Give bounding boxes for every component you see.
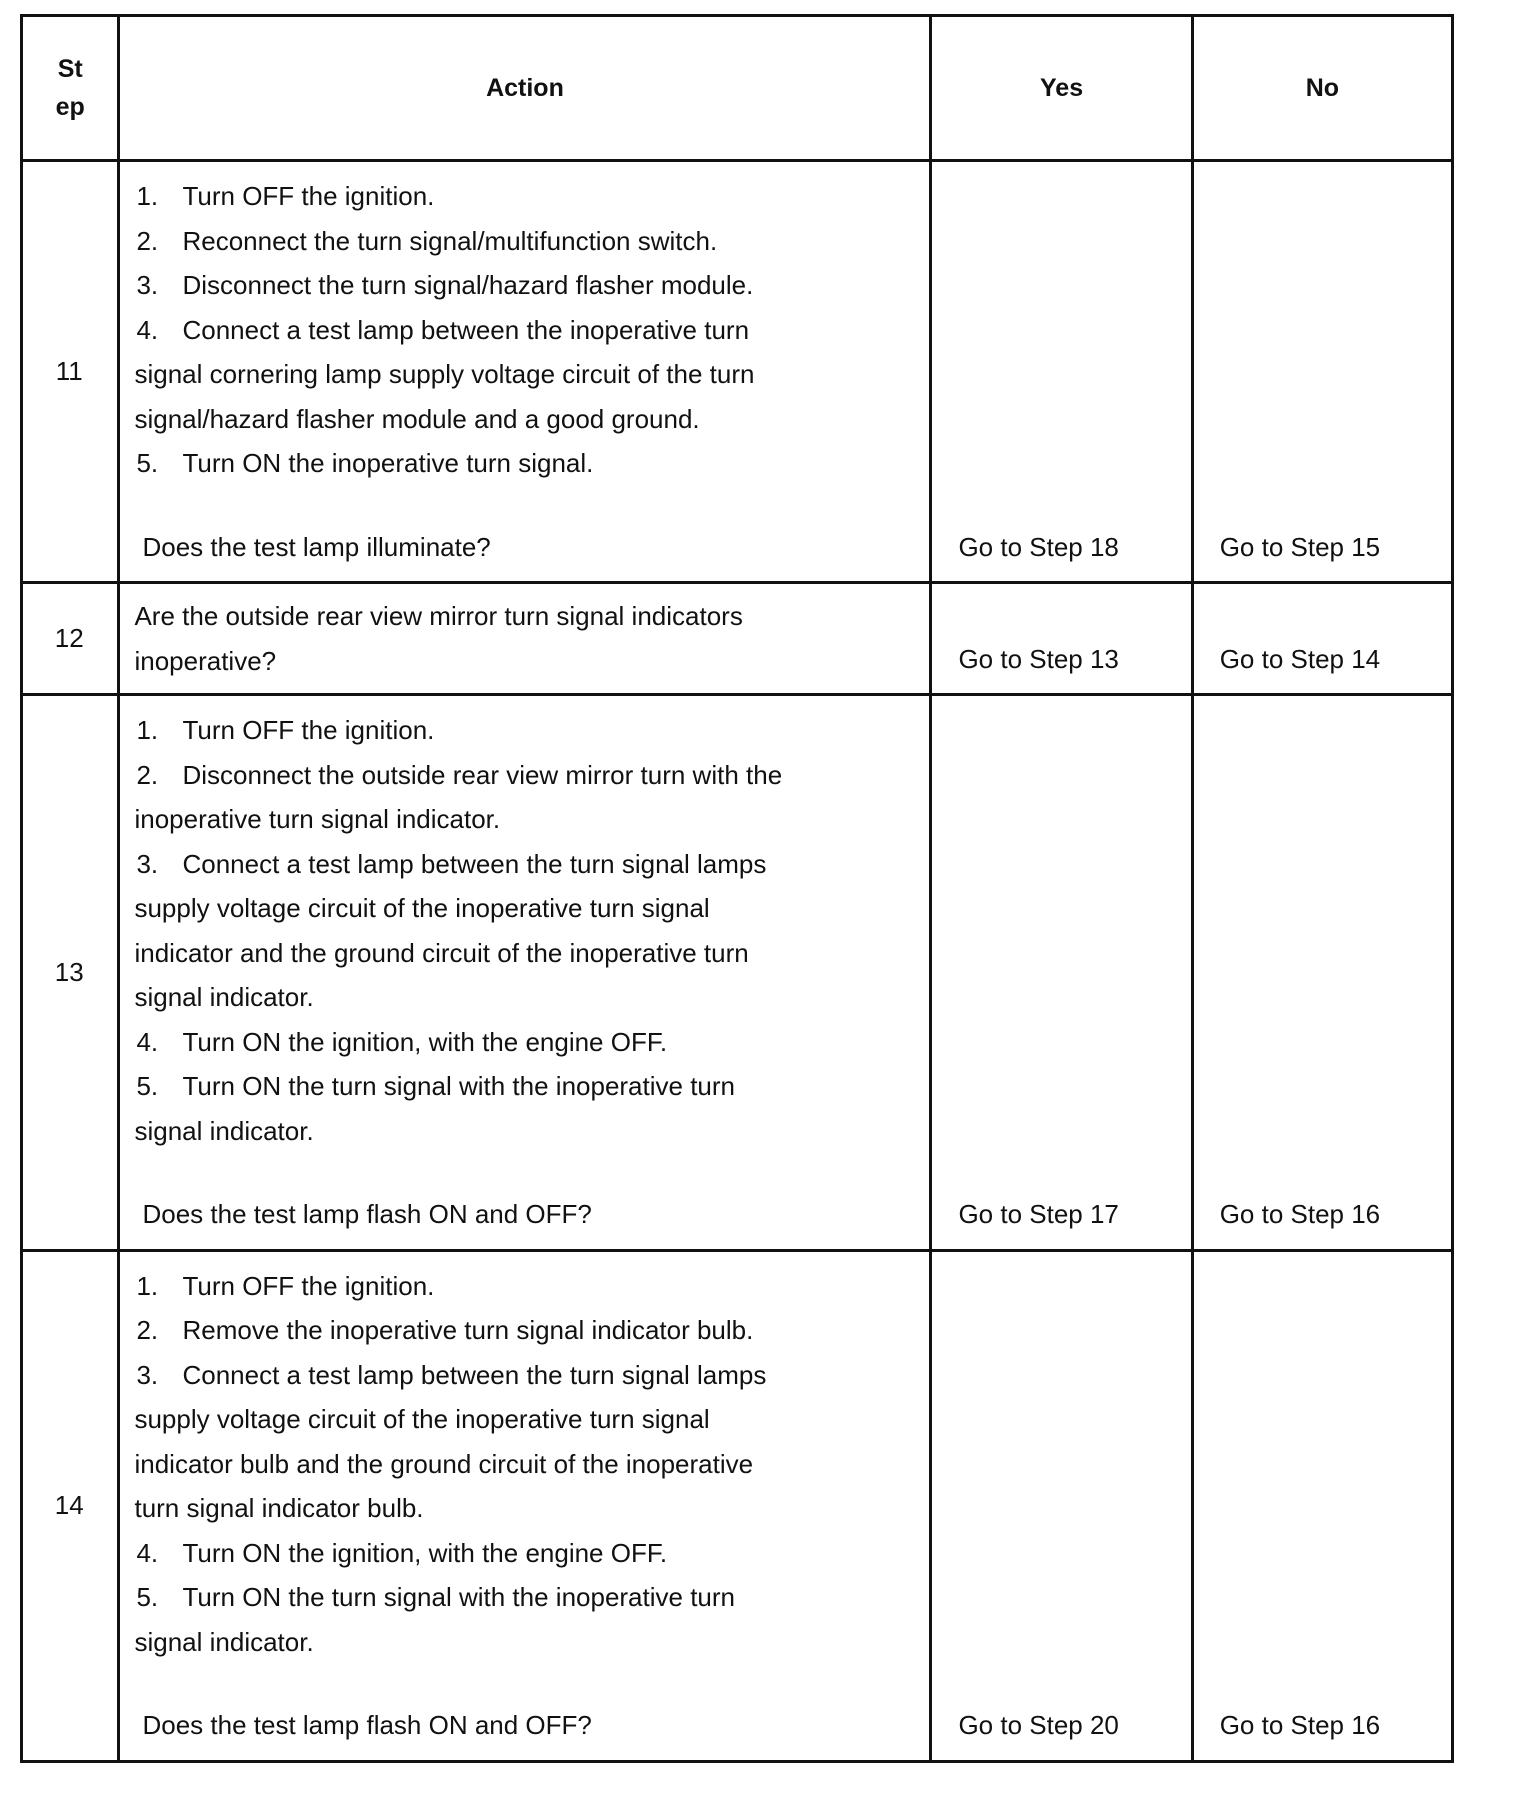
- diagnostic-table: [20, 14, 1454, 1763]
- action-steps: [134, 174, 921, 486]
- action-line-number: 5.: [136, 1071, 159, 1101]
- header-no: No: [1192, 16, 1452, 161]
- action-cell: [119, 695, 931, 1251]
- action-line: [134, 263, 921, 308]
- action-steps: [134, 594, 921, 683]
- action-line: [134, 397, 921, 442]
- action-line: [134, 1531, 921, 1576]
- action-line-text: Turn OFF the ignition.: [182, 715, 435, 745]
- action-cell: [119, 161, 931, 583]
- action-line: [134, 797, 921, 842]
- action-line: [134, 219, 921, 264]
- action-line-text: Are the outside rear view mirror turn signal indicators: [134, 601, 743, 631]
- yes-result: Go to Step 20: [931, 1250, 1192, 1761]
- action-line-number: 4.: [136, 1537, 159, 1568]
- action-line-text: inoperative turn signal indicator.: [134, 804, 501, 834]
- action-line: [134, 594, 921, 639]
- header-yes: Yes: [931, 16, 1192, 161]
- action-line: [134, 753, 921, 798]
- header-step-line1: St: [57, 55, 83, 83]
- action-line-text: Reconnect the turn signal/multifunction switch.: [182, 225, 718, 256]
- action-line-number: 4.: [136, 314, 159, 345]
- action-line-text: signal/hazard flasher module and a good ground.: [134, 403, 700, 434]
- action-line: [134, 975, 921, 1020]
- action-question: Does the test lamp flash ON and OFF?: [142, 1710, 592, 1740]
- action-line-number: 1.: [136, 1270, 159, 1301]
- action-line: [134, 886, 921, 931]
- action-line-text: Connect a test lamp between the inoperative turn: [182, 314, 750, 345]
- action-line-text: Turn ON the ignition, with the engine OFF.: [182, 1026, 668, 1057]
- header-step: [22, 16, 119, 161]
- table-body: [22, 161, 1453, 1762]
- action-line: [134, 441, 921, 486]
- action-line-number: 3.: [136, 1359, 159, 1390]
- action-line-text: Remove the inoperative turn signal indicator bulb.: [182, 1315, 754, 1345]
- action-line-text: turn signal indicator bulb.: [134, 1493, 424, 1523]
- yes-result: Go to Step 13: [931, 583, 1192, 695]
- yes-result: Go to Step 18: [931, 161, 1192, 583]
- action-line: [134, 1109, 921, 1154]
- no-result: Go to Step 14: [1192, 583, 1452, 695]
- action-line-text: Turn ON the ignition, with the engine OFF.: [182, 1537, 668, 1568]
- action-steps: [134, 1264, 921, 1665]
- table-row: [22, 161, 1453, 583]
- no-result: Go to Step 16: [1192, 1250, 1452, 1761]
- action-line-text: Disconnect the outside rear view mirror turn with the: [182, 759, 783, 790]
- action-cell: [119, 1250, 931, 1761]
- action-line: [134, 1353, 921, 1398]
- header-row: [22, 16, 1453, 161]
- action-line-number: 5.: [136, 1582, 159, 1612]
- action-line-number: 5.: [136, 448, 159, 478]
- step-number: 13: [22, 695, 119, 1251]
- no-result: Go to Step 16: [1192, 695, 1452, 1251]
- action-line: [134, 931, 921, 976]
- table-row: [22, 583, 1453, 695]
- action-line-number: 2.: [136, 759, 159, 790]
- action-line-number: 1.: [136, 181, 159, 211]
- action-line: [134, 352, 921, 397]
- action-line-number: 2.: [136, 1315, 159, 1345]
- action-steps: [134, 708, 921, 1153]
- action-line-text: signal indicator.: [134, 1115, 314, 1146]
- action-line-text: signal indicator.: [134, 982, 314, 1012]
- step-number: 11: [22, 161, 119, 583]
- diagnostic-table-container: [20, 14, 1454, 1763]
- action-line-number: 4.: [136, 1026, 159, 1057]
- action-line-text: Connect a test lamp between the turn signal lamps: [182, 1359, 767, 1390]
- table-row: [22, 1250, 1453, 1761]
- action-line: [134, 1397, 921, 1442]
- step-number: 12: [22, 583, 119, 695]
- action-line-number: 1.: [136, 715, 159, 745]
- no-result: Go to Step 15: [1192, 161, 1452, 583]
- action-line: [134, 308, 921, 353]
- action-question: Does the test lamp flash ON and OFF?: [142, 1199, 592, 1229]
- action-line-number: 3.: [136, 848, 159, 879]
- action-line-text: Turn ON the turn signal with the inoperative turn: [182, 1071, 736, 1101]
- action-line-number: 3.: [136, 270, 159, 300]
- action-line: [134, 1486, 921, 1531]
- action-line: [134, 1308, 921, 1353]
- action-line-text: Turn OFF the ignition.: [182, 181, 435, 211]
- header-action: Action: [119, 16, 931, 161]
- action-line: [134, 1064, 921, 1109]
- action-line: [134, 708, 921, 753]
- header-step-line2: ep: [55, 93, 85, 121]
- action-line-text: inoperative?: [134, 645, 277, 676]
- action-line: [134, 1575, 921, 1620]
- action-cell: [119, 583, 931, 695]
- action-line-text: signal indicator.: [134, 1626, 314, 1657]
- action-line: [134, 1442, 921, 1487]
- action-line: [134, 1020, 921, 1065]
- action-line-text: Turn OFF the ignition.: [182, 1270, 435, 1301]
- action-line-text: supply voltage circuit of the inoperative turn signal: [134, 1404, 710, 1434]
- action-line: [134, 174, 921, 219]
- action-line: [134, 842, 921, 887]
- action-question: Does the test lamp illuminate?: [142, 531, 491, 562]
- action-line: [134, 1264, 921, 1309]
- action-line-text: supply voltage circuit of the inoperative turn signal: [134, 893, 710, 923]
- action-line-text: Turn ON the inoperative turn signal.: [182, 448, 594, 478]
- yes-result: Go to Step 17: [931, 695, 1192, 1251]
- action-line: [134, 1620, 921, 1665]
- action-line-text: Turn ON the turn signal with the inoperative turn: [182, 1582, 736, 1612]
- action-line: [134, 639, 921, 684]
- action-line-number: 2.: [136, 225, 159, 256]
- action-line-text: indicator and the ground circuit of the inoperative turn: [134, 937, 749, 968]
- action-line-text: indicator bulb and the ground circuit of the inoperative: [134, 1448, 754, 1479]
- table-row: [22, 695, 1453, 1251]
- action-line-text: Connect a test lamp between the turn signal lamps: [182, 848, 767, 879]
- step-number: 14: [22, 1250, 119, 1761]
- action-line-text: Disconnect the turn signal/hazard flasher module.: [182, 270, 754, 300]
- action-line-text: signal cornering lamp supply voltage circuit of the turn: [134, 359, 755, 389]
